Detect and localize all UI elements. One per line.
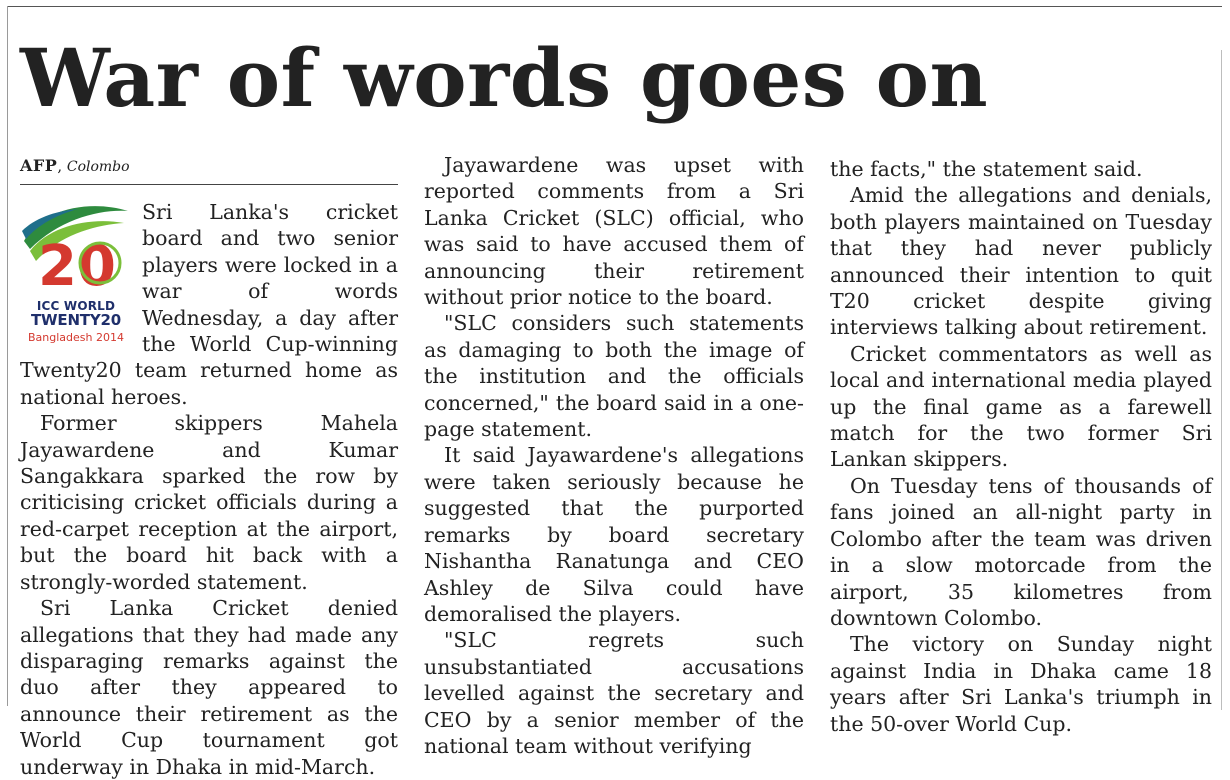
right-column-rule (1221, 50, 1222, 710)
left-column-rule (7, 6, 8, 706)
byline-separator: , (57, 157, 67, 175)
byline-place: Colombo (66, 159, 130, 175)
paragraph: Amid the allegations and denials, both players maintained on Tuesday that they had never publicly announced their intention to quit T20 cricket despite giving interviews talking about retirement. (830, 183, 1212, 340)
logo-line2: TWENTY20 (31, 311, 121, 329)
byline (20, 152, 398, 185)
paragraph: Jayawardene was upset with reported comments from a Sri Lanka Cricket (SLC) official, who was said to have accused them of announcing their retirement without prior notice to the board. (424, 153, 804, 310)
paragraph: "SLC considers such statements as damaging to both the image of the institution and the officials concerned," the board said in a one-page statement. (424, 311, 804, 442)
paragraph: On Tuesday tens of thousands of fans joined an all-night party in Colombo after the team was driven in a slow motorcade from the airport, 35 kilometres from downtown Colombo. (830, 473, 1212, 630)
article-column-2 (424, 152, 804, 759)
paragraph: It said Jayawardene's allegations were taken seriously because he suggested that the purported remarks by board secretary Nishantha Ranatunga and CEO Ashley de Silva could have demoralised the players. (424, 443, 804, 626)
paragraph: Sri Lanka's cricket board and two senior players were locked in a war of words Wednesday, a day after the World Cup-winning Twenty20 team returned home as national heroes. (20, 200, 398, 409)
article-column-1 (20, 152, 398, 780)
article-column-3 (830, 156, 1212, 737)
logo-mark-20: 20 (38, 234, 116, 293)
logo-line3: Bangladesh 2014 (28, 331, 124, 344)
headline: War of words goes on (20, 31, 989, 125)
paragraph: The victory on Sunday night against India in Dhaka came 18 years after Sri Lanka's triumph in the 50-over World Cup. (830, 632, 1212, 736)
paragraph: the facts," the statement said. (830, 157, 1143, 181)
logo-line1: ICC WORLD (36, 299, 116, 313)
paragraph: Cricket commentators as well as local and international media played up the final game as a farewell match for the two former Sri Lankan skippers. (830, 341, 1212, 472)
paragraph: Sri Lanka Cricket denied allegations that they had made any disparaging remarks against the duo after they appeared to announce their retirement as the World Cup tournament got underway in Dhaka in mid-March. (20, 596, 398, 779)
byline-agency: AFP (20, 156, 58, 175)
icc-world-twenty20-logo-icon (20, 201, 132, 344)
logo-graphic (20, 201, 132, 293)
top-rule (8, 6, 1222, 7)
paragraph: Former skippers Mahela Jayawardene and Kumar Sangakkara sparked the row by criticising cricket officials during a red-carpet reception at the airport, but the board hit back with a strongly-worded statement. (20, 411, 398, 594)
paragraph: "SLC regrets such unsubstantiated accusations levelled against the secretary and CEO by a senior member of the national team without verifying (424, 628, 804, 758)
